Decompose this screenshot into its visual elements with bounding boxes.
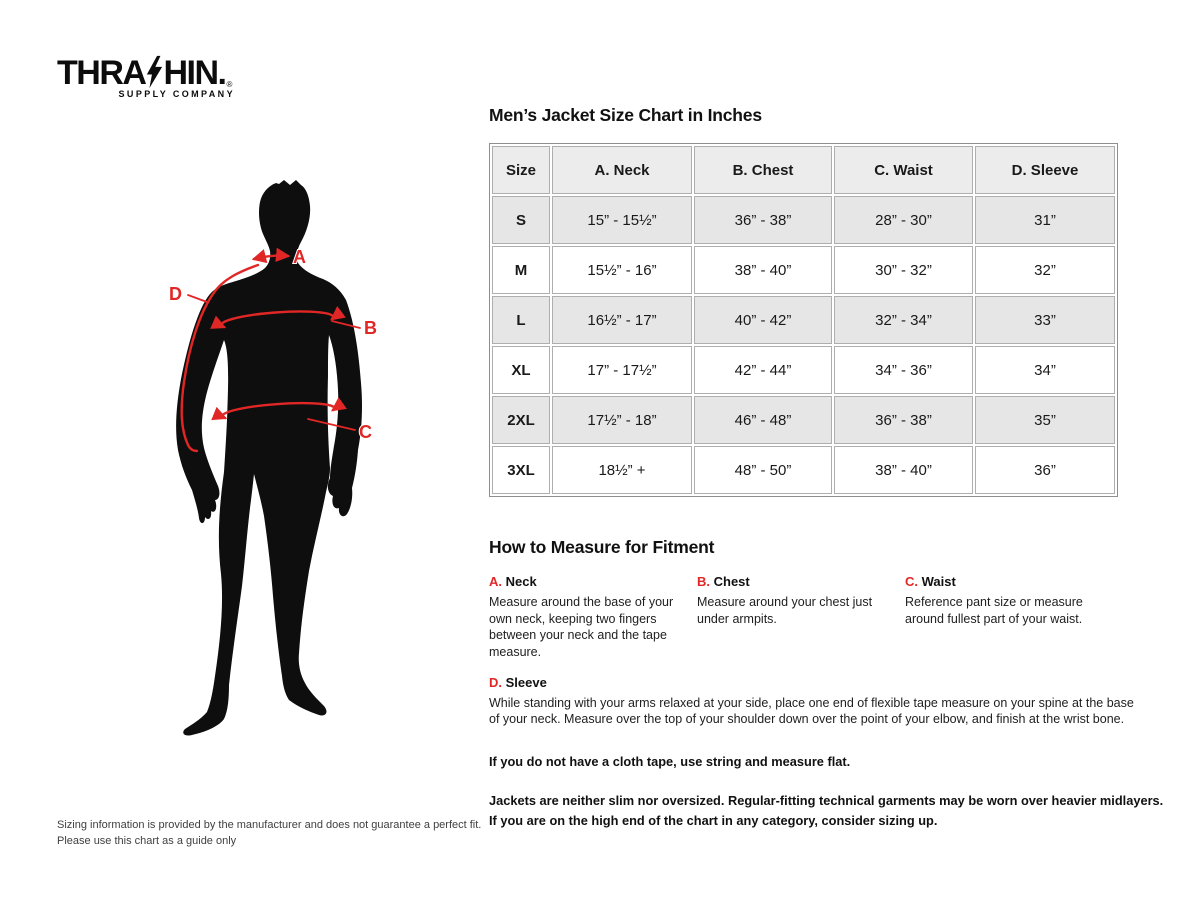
- footer-line2: Please use this chart as a guide only: [57, 834, 237, 847]
- measure-sleeve: [489, 675, 1137, 728]
- footer-disclaimer: [57, 818, 481, 850]
- table-row-m: [492, 246, 1115, 294]
- table-cell: 32”: [975, 246, 1115, 294]
- measure-chest: [697, 574, 905, 661]
- measure-letter-d: D.: [489, 674, 502, 690]
- table-cell: 3XL: [492, 446, 550, 494]
- table-cell: 16½” - 17”: [552, 296, 692, 344]
- header-sleeve: D. Sleeve: [975, 146, 1115, 194]
- brand-logo: [57, 55, 237, 99]
- table-cell: 48” - 50”: [694, 446, 832, 494]
- size-table: [489, 143, 1118, 497]
- note-fit-line1: Jackets are neither slim nor oversized. Regular-fitting technical garments may be worn over heavier midlayers.: [489, 792, 1164, 808]
- table-row-2xl: [492, 396, 1115, 444]
- table-cell: 18½” +: [552, 446, 692, 494]
- measure-name-sleeve: Sleeve: [505, 674, 547, 690]
- table-cell: 15” - 15½”: [552, 196, 692, 244]
- label-c-waist: C: [359, 422, 372, 442]
- note-fit-line2: If you are on the high end of the chart in any category, consider sizing up.: [489, 812, 938, 828]
- measure-letter-c: C.: [905, 574, 918, 589]
- measure-letter-a: A.: [489, 574, 502, 589]
- note-cloth-tape: If you do not have a cloth tape, use string and measure flat.: [489, 753, 851, 769]
- label-d-sleeve: D: [169, 284, 182, 304]
- table-cell: 2XL: [492, 396, 550, 444]
- measure-text-waist: Reference pant size or measure around fullest part of your waist.: [905, 595, 1083, 626]
- male-silhouette: [176, 180, 362, 736]
- measure-neck: [489, 574, 697, 661]
- table-cell: 33”: [975, 296, 1115, 344]
- measure-text-chest: Measure around your chest just under armpits.: [697, 595, 873, 626]
- table-cell: 15½” - 16”: [552, 246, 692, 294]
- table-cell: 46” - 48”: [694, 396, 832, 444]
- header-chest: B. Chest: [694, 146, 832, 194]
- measure-section-title: How to Measure for Fitment: [489, 537, 715, 557]
- content-column: [489, 105, 1164, 830]
- footer-line1: Sizing information is provided by the manufacturer and does not guarantee a perfect fit.: [57, 819, 482, 831]
- measure-columns: [489, 574, 1129, 661]
- brand-wordmark-right: HIN.: [163, 54, 226, 92]
- table-cell: M: [492, 246, 550, 294]
- table-cell: 28” - 30”: [834, 196, 973, 244]
- header-size: Size: [492, 146, 550, 194]
- table-cell: 17” - 17½”: [552, 346, 692, 394]
- table-cell: 30” - 32”: [834, 246, 973, 294]
- table-cell: 38” - 40”: [834, 446, 973, 494]
- header-neck: A. Neck: [552, 146, 692, 194]
- table-cell: 36” - 38”: [834, 396, 973, 444]
- table-cell: 17½” - 18”: [552, 396, 692, 444]
- note-fit: [489, 791, 1164, 831]
- measure-name-waist: Waist: [921, 574, 956, 589]
- table-row-s: [492, 196, 1115, 244]
- table-cell: XL: [492, 346, 550, 394]
- measure-name-chest: Chest: [713, 574, 750, 589]
- brand-subtitle: SUPPLY COMPANY: [118, 89, 235, 99]
- label-a-neck: A: [293, 247, 306, 267]
- body-measurement-figure: [140, 178, 400, 738]
- table-cell: 42” - 44”: [694, 346, 832, 394]
- measure-text-neck: Measure around the base of your own neck, keeping two fingers between your neck and the tape measure.: [489, 595, 674, 659]
- table-cell: 36”: [975, 446, 1115, 494]
- registered-trademark: ®: [226, 80, 233, 89]
- measure-name-neck: Neck: [505, 574, 537, 589]
- lightning-bolt-icon: [146, 55, 163, 89]
- size-chart-title: Men’s Jacket Size Chart in Inches: [489, 105, 762, 125]
- sleeve-pointer-line: [188, 295, 207, 302]
- size-table-header-row: [492, 146, 1115, 194]
- table-row-l: [492, 296, 1115, 344]
- table-cell: S: [492, 196, 550, 244]
- table-row-3xl: [492, 446, 1115, 494]
- table-cell: 31”: [975, 196, 1115, 244]
- brand-wordmark-left: THRA: [57, 54, 146, 92]
- measure-text-sleeve: While standing with your arms relaxed at your side, place one end of flexible tape measure on your spine at the base of your neck. Measure over the top of your shoulder down over the point of your elbow, and finish at the wrist bone.: [489, 695, 1134, 727]
- measure-letter-b: B.: [697, 574, 710, 589]
- table-cell: 38” - 40”: [694, 246, 832, 294]
- table-cell: 36” - 38”: [694, 196, 832, 244]
- table-cell: 34”: [975, 346, 1115, 394]
- table-cell: 32” - 34”: [834, 296, 973, 344]
- table-cell: 34” - 36”: [834, 346, 973, 394]
- measure-waist: [905, 574, 1129, 661]
- label-b-chest: B: [364, 318, 377, 338]
- brand-wordmark: [57, 55, 237, 91]
- table-cell: L: [492, 296, 550, 344]
- header-waist: C. Waist: [834, 146, 973, 194]
- table-cell: 35”: [975, 396, 1115, 444]
- table-cell: 40” - 42”: [694, 296, 832, 344]
- table-row-xl: [492, 346, 1115, 394]
